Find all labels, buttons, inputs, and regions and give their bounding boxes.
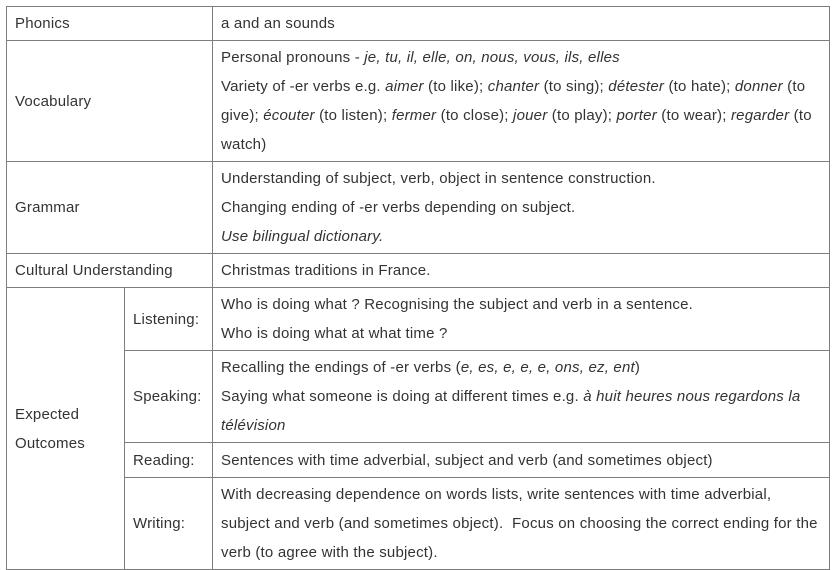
row-content-listening [213, 288, 830, 351]
text-line: Variety of -er verbs e.g. aimer (to like); chanter (to sing); détester (to hate); donner (to give); écouter (to listen); fermer (to close); jouer (to play); porter (to wear); regarder (to watch) [221, 78, 812, 153]
row-content-vocabulary [213, 41, 830, 162]
table-row-phonics [7, 7, 830, 41]
table-row-reading [7, 443, 830, 478]
row-content-phonics [213, 7, 830, 41]
table-row-cultural-understanding [7, 254, 830, 288]
row-content-cultural-understanding [213, 254, 830, 288]
text-line: Christmas traditions in France. [221, 262, 431, 279]
row-label-grammar: Grammar [7, 162, 213, 254]
text-line: With decreasing dependence on words lists, write sentences with time adverbial, subject and verb (and sometimes object). Focus on choosing the correct ending for the verb (to agree with the subject). [221, 486, 818, 561]
text-line: Recalling the endings of -er verbs (e, es, e, e, e, ons, ez, ent) [221, 359, 641, 376]
table-row-listening [7, 288, 830, 351]
text-line: Sentences with time adverbial, subject and verb (and sometimes object) [221, 451, 713, 469]
row-label-expected-outcomes: Expected Outcomes [7, 288, 125, 570]
text-line: Who is doing what at what time ? [221, 325, 448, 342]
subrow-label-writing: Writing: [125, 478, 213, 570]
row-content-reading [213, 443, 830, 478]
table-row-speaking [7, 351, 830, 443]
subrow-label-listening: Listening: [125, 288, 213, 351]
text-line: a and an sounds [221, 15, 335, 32]
subrow-label-speaking: Speaking: [125, 351, 213, 443]
table-row-grammar [7, 162, 830, 254]
text-line: Personal pronouns - je, tu, il, elle, on, nous, vous, ils, elles [221, 49, 620, 66]
text-line: Changing ending of -er verbs depending on subject. [221, 199, 576, 216]
text-line: Who is doing what ? Recognising the subject and verb in a sentence. [221, 296, 694, 313]
row-content-speaking [213, 351, 830, 443]
subrow-label-reading: Reading: [125, 443, 213, 478]
text-line: Understanding of subject, verb, object in sentence construction. [221, 170, 656, 187]
row-label-phonics: Phonics [7, 7, 213, 41]
text-line: Saying what someone is doing at different times e.g. à huit heures nous regardons la télévision [221, 388, 801, 434]
row-content-writing [213, 478, 830, 570]
row-content-grammar [213, 162, 830, 254]
row-label-cultural-understanding: Cultural Understanding [7, 254, 213, 288]
text-line: Use bilingual dictionary. [221, 228, 384, 245]
table-row-vocabulary [7, 41, 830, 162]
table-row-writing [7, 478, 830, 570]
row-label-vocabulary: Vocabulary [7, 41, 213, 162]
curriculum-table [6, 6, 830, 570]
